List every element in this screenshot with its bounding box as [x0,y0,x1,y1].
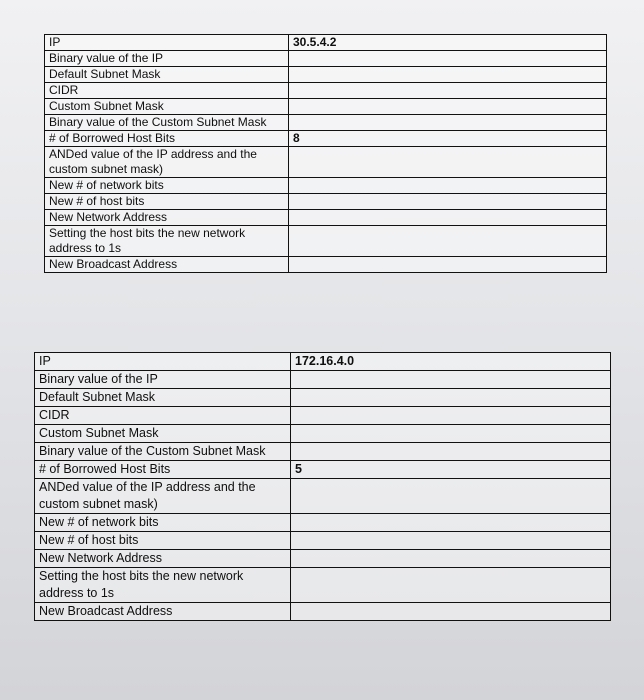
row-value-host-bits[interactable] [291,532,611,550]
row-label-anded-value: ANDed value of the IP address and the custom subnet mask) [45,147,289,178]
row-label-cidr: CIDR [45,83,289,99]
row-value-ip[interactable]: 30.5.4.2 [289,35,607,51]
row-label-binary-custom-mask: Binary value of the Custom Subnet Mask [35,443,291,461]
row-value-broadcast-address[interactable] [289,257,607,273]
row-value-borrowed-host-bits[interactable]: 5 [291,461,611,479]
row-label-broadcast-address: New Broadcast Address [35,603,291,621]
table-row [45,51,607,67]
row-value-host-bits-to-1s[interactable] [291,568,611,603]
row-label-binary-custom-mask: Binary value of the Custom Subnet Mask [45,115,289,131]
row-value-custom-subnet-mask[interactable] [291,425,611,443]
row-value-host-bits[interactable] [289,194,607,210]
row-value-binary-ip[interactable] [291,371,611,389]
row-label-broadcast-address: New Broadcast Address [45,257,289,273]
row-value-host-bits-to-1s[interactable] [289,226,607,257]
row-value-default-subnet-mask[interactable] [291,389,611,407]
subnetting-table-1 [44,34,607,273]
row-value-binary-ip[interactable] [289,51,607,67]
row-label-host-bits: New # of host bits [45,194,289,210]
row-label-ip: IP [35,353,291,371]
table-1-body [45,35,607,273]
row-value-cidr[interactable] [291,407,611,425]
table-row [35,389,611,407]
table-row [35,568,611,603]
table-row [45,131,607,147]
table-row [45,99,607,115]
row-label-host-bits-to-1s: Setting the host bits the new network address to 1s [35,568,291,603]
row-label-custom-subnet-mask: Custom Subnet Mask [35,425,291,443]
row-value-cidr[interactable] [289,83,607,99]
row-label-network-address: New Network Address [45,210,289,226]
table-row [35,407,611,425]
table-row [35,603,611,621]
row-label-anded-value: ANDed value of the IP address and the custom subnet mask) [35,479,291,514]
table-row [45,67,607,83]
row-label-cidr: CIDR [35,407,291,425]
table-row [35,353,611,371]
row-label-network-address: New Network Address [35,550,291,568]
row-value-network-bits[interactable] [291,514,611,532]
row-value-binary-custom-mask[interactable] [291,443,611,461]
row-value-default-subnet-mask[interactable] [289,67,607,83]
table-row [35,443,611,461]
table-row [35,532,611,550]
row-label-default-subnet-mask: Default Subnet Mask [35,389,291,407]
table-row [35,371,611,389]
row-label-host-bits-to-1s: Setting the host bits the new network address to 1s [45,226,289,257]
row-value-network-bits[interactable] [289,178,607,194]
table-row [35,514,611,532]
table-row [45,194,607,210]
table-row [35,461,611,479]
row-label-host-bits: New # of host bits [35,532,291,550]
row-value-ip[interactable]: 172.16.4.0 [291,353,611,371]
row-value-custom-subnet-mask[interactable] [289,99,607,115]
table-row [45,210,607,226]
row-label-borrowed-host-bits: # of Borrowed Host Bits [45,131,289,147]
subnetting-table-2 [34,352,611,621]
row-label-network-bits: New # of network bits [35,514,291,532]
table-row [35,425,611,443]
row-label-custom-subnet-mask: Custom Subnet Mask [45,99,289,115]
row-label-default-subnet-mask: Default Subnet Mask [45,67,289,83]
row-value-network-address[interactable] [291,550,611,568]
row-label-binary-ip: Binary value of the IP [45,51,289,67]
row-value-binary-custom-mask[interactable] [289,115,607,131]
table-row [45,35,607,51]
row-value-network-address[interactable] [289,210,607,226]
row-label-borrowed-host-bits: # of Borrowed Host Bits [35,461,291,479]
table-row [45,115,607,131]
table-row [35,479,611,514]
table-2-body [35,353,611,621]
row-label-network-bits: New # of network bits [45,178,289,194]
row-value-anded-value[interactable] [289,147,607,178]
table-row [45,226,607,257]
row-label-binary-ip: Binary value of the IP [35,371,291,389]
row-value-broadcast-address[interactable] [291,603,611,621]
row-value-anded-value[interactable] [291,479,611,514]
table-row [45,178,607,194]
row-label-ip: IP [45,35,289,51]
table-row [45,257,607,273]
row-value-borrowed-host-bits[interactable]: 8 [289,131,607,147]
table-row [45,147,607,178]
table-row [35,550,611,568]
table-row [45,83,607,99]
